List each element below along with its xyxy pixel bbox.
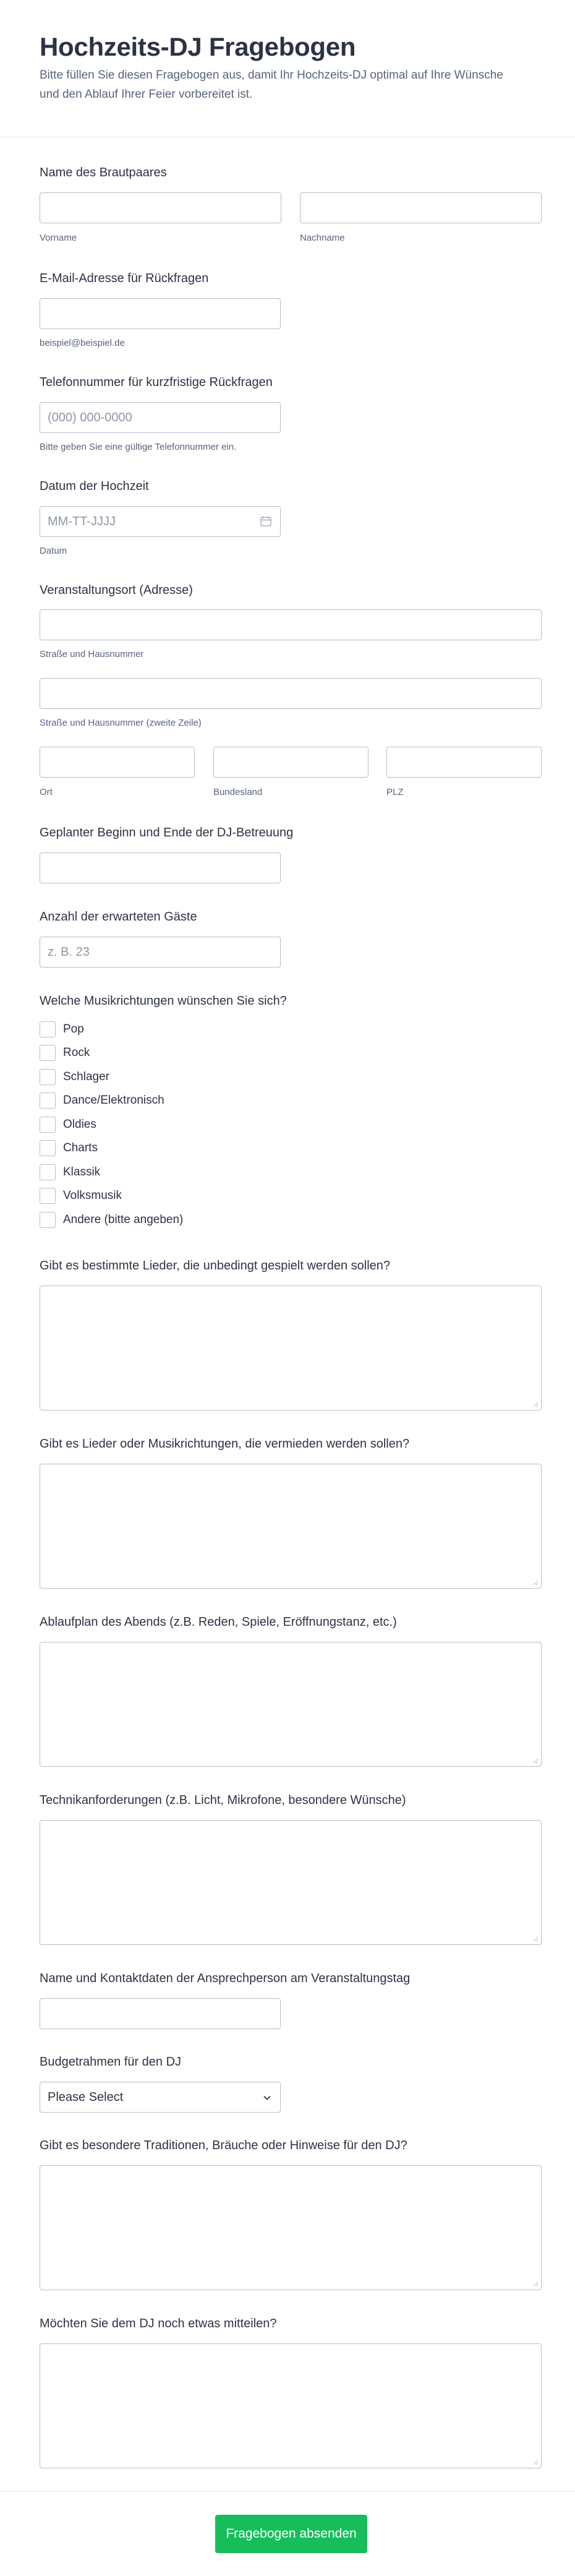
- street2-input[interactable]: [40, 678, 542, 709]
- chevron-down-icon: [263, 2093, 271, 2102]
- checkbox[interactable]: [40, 1140, 56, 1156]
- resize-grip-icon[interactable]: [532, 1401, 539, 1407]
- budget-label: Budgetrahmen für den DJ: [40, 2055, 182, 2069]
- phone-placeholder: (000) 000-0000: [48, 410, 132, 424]
- genre-option-dance[interactable]: [40, 1092, 164, 1109]
- checkbox[interactable]: [40, 1117, 56, 1133]
- do-not-play-textarea[interactable]: [40, 1464, 542, 1589]
- form-header: [0, 0, 575, 137]
- phone-input[interactable]: [40, 402, 281, 433]
- must-play-textarea[interactable]: [40, 1286, 542, 1410]
- genre-option-charts[interactable]: [40, 1140, 98, 1157]
- genre-option-klassik[interactable]: [40, 1164, 100, 1181]
- checkbox[interactable]: [40, 1164, 56, 1180]
- zip-sublabel: PLZ: [386, 787, 404, 797]
- form-title: Hochzeits-DJ Fragebogen: [40, 32, 356, 61]
- genre-option-label: Pop: [63, 1023, 84, 1036]
- traditions-label: Gibt es besondere Traditionen, Bräuche oder Hinweise für den DJ?: [40, 2139, 407, 2152]
- checkbox[interactable]: [40, 1188, 56, 1204]
- timeframe-input[interactable]: [40, 852, 281, 883]
- calendar-icon[interactable]: [260, 516, 271, 526]
- budget-selected-value: Please Select: [48, 2090, 124, 2104]
- genre-option-rock[interactable]: [40, 1044, 90, 1062]
- footer-divider: [0, 2491, 575, 2492]
- genre-option-pop[interactable]: [40, 1021, 84, 1038]
- last-name-input[interactable]: [300, 192, 542, 223]
- timeframe-label: Geplanter Beginn und Ende der DJ-Betreuung: [40, 826, 294, 839]
- genre-option-label: Schlager: [63, 1070, 109, 1083]
- street-input[interactable]: [40, 609, 542, 640]
- schedule-textarea[interactable]: [40, 1642, 542, 1767]
- city-input[interactable]: [40, 747, 195, 778]
- checkbox[interactable]: [40, 1045, 56, 1061]
- genre-option-label: Klassik: [63, 1166, 101, 1179]
- genre-option-schlager[interactable]: [40, 1068, 109, 1086]
- checkbox[interactable]: [40, 1021, 56, 1037]
- first-name-input[interactable]: [40, 192, 281, 223]
- address-label: Veranstaltungsort (Adresse): [40, 583, 193, 597]
- do-not-play-label: Gibt es Lieder oder Musikrichtungen, die vermieden werden sollen?: [40, 1437, 410, 1451]
- resize-grip-icon[interactable]: [532, 2281, 539, 2287]
- guests-placeholder: z. B. 23: [48, 945, 90, 959]
- street-sublabel: Straße und Hausnummer: [40, 649, 144, 659]
- contact-input[interactable]: [40, 1998, 281, 2029]
- guests-input[interactable]: [40, 937, 281, 968]
- submit-button[interactable]: Fragebogen absenden: [215, 2515, 367, 2553]
- checkbox[interactable]: [40, 1093, 56, 1109]
- name-label: Name des Brautpaares: [40, 166, 167, 179]
- form-subtitle: Bitte füllen Sie diesen Fragebogen aus, damit Ihr Hochzeits-DJ optimal auf Ihre Wünsche und den Ablauf Ihrer Feier vorbereitet ist.: [40, 69, 503, 101]
- genre-option-andere[interactable]: [40, 1211, 183, 1229]
- state-input[interactable]: [213, 747, 368, 778]
- date-placeholder: MM-TT-JJJJ: [48, 514, 116, 528]
- zip-input[interactable]: [386, 747, 542, 778]
- genre-option-label: Andere (bitte angeben): [63, 1213, 184, 1226]
- genre-option-label: Volksmusik: [63, 1189, 122, 1202]
- date-sublabel: Datum: [40, 546, 67, 556]
- street2-sublabel: Straße und Hausnummer (zweite Zeile): [40, 718, 202, 728]
- resize-grip-icon[interactable]: [532, 1936, 539, 1942]
- checkbox[interactable]: [40, 1069, 56, 1085]
- must-play-label: Gibt es bestimmte Lieder, die unbedingt gespielt werden sollen?: [40, 1259, 391, 1273]
- state-sublabel: Bundesland: [213, 787, 263, 797]
- resize-grip-icon[interactable]: [532, 1758, 539, 1764]
- city-sublabel: Ort: [40, 787, 53, 797]
- last-name-sublabel: Nachname: [300, 233, 345, 243]
- message-textarea[interactable]: [40, 2343, 542, 2468]
- genre-option-volksmusik[interactable]: [40, 1187, 122, 1204]
- contact-label: Name und Kontaktdaten der Ansprechperson am Veranstaltungstag: [40, 1972, 411, 1985]
- genre-option-label: Rock: [63, 1046, 90, 1059]
- genre-option-label: Charts: [63, 1141, 98, 1154]
- date-label: Datum der Hochzeit: [40, 479, 149, 493]
- tech-label: Technikanforderungen (z.B. Licht, Mikrofone, besondere Wünsche): [40, 1793, 406, 1807]
- tech-textarea[interactable]: [40, 1820, 542, 1945]
- email-label: E-Mail-Adresse für Rückfragen: [40, 272, 209, 285]
- date-input[interactable]: [40, 506, 281, 537]
- genre-option-label: Dance/Elektronisch: [63, 1094, 164, 1107]
- first-name-sublabel: Vorname: [40, 233, 77, 243]
- traditions-textarea[interactable]: [40, 2165, 542, 2290]
- budget-select[interactable]: [40, 2082, 281, 2113]
- checkbox[interactable]: [40, 1212, 56, 1228]
- phone-label: Telefonnummer für kurzfristige Rückfragen: [40, 376, 273, 389]
- genre-option-oldies[interactable]: [40, 1116, 96, 1133]
- resize-grip-icon[interactable]: [532, 1579, 539, 1586]
- schedule-label: Ablaufplan des Abends (z.B. Reden, Spiele, Eröffnungstanz, etc.): [40, 1615, 397, 1629]
- genre-option-label: Oldies: [63, 1118, 96, 1131]
- guests-label: Anzahl der erwarteten Gäste: [40, 910, 197, 924]
- phone-sublabel: Bitte geben Sie eine gültige Telefonnummer ein.: [40, 442, 237, 452]
- email-input[interactable]: [40, 298, 281, 329]
- resize-grip-icon[interactable]: [532, 2459, 539, 2465]
- email-sublabel: beispiel@beispiel.de: [40, 338, 125, 348]
- genres-label: Welche Musikrichtungen wünschen Sie sich?: [40, 994, 287, 1008]
- message-label: Möchten Sie dem DJ noch etwas mitteilen?: [40, 2317, 277, 2330]
